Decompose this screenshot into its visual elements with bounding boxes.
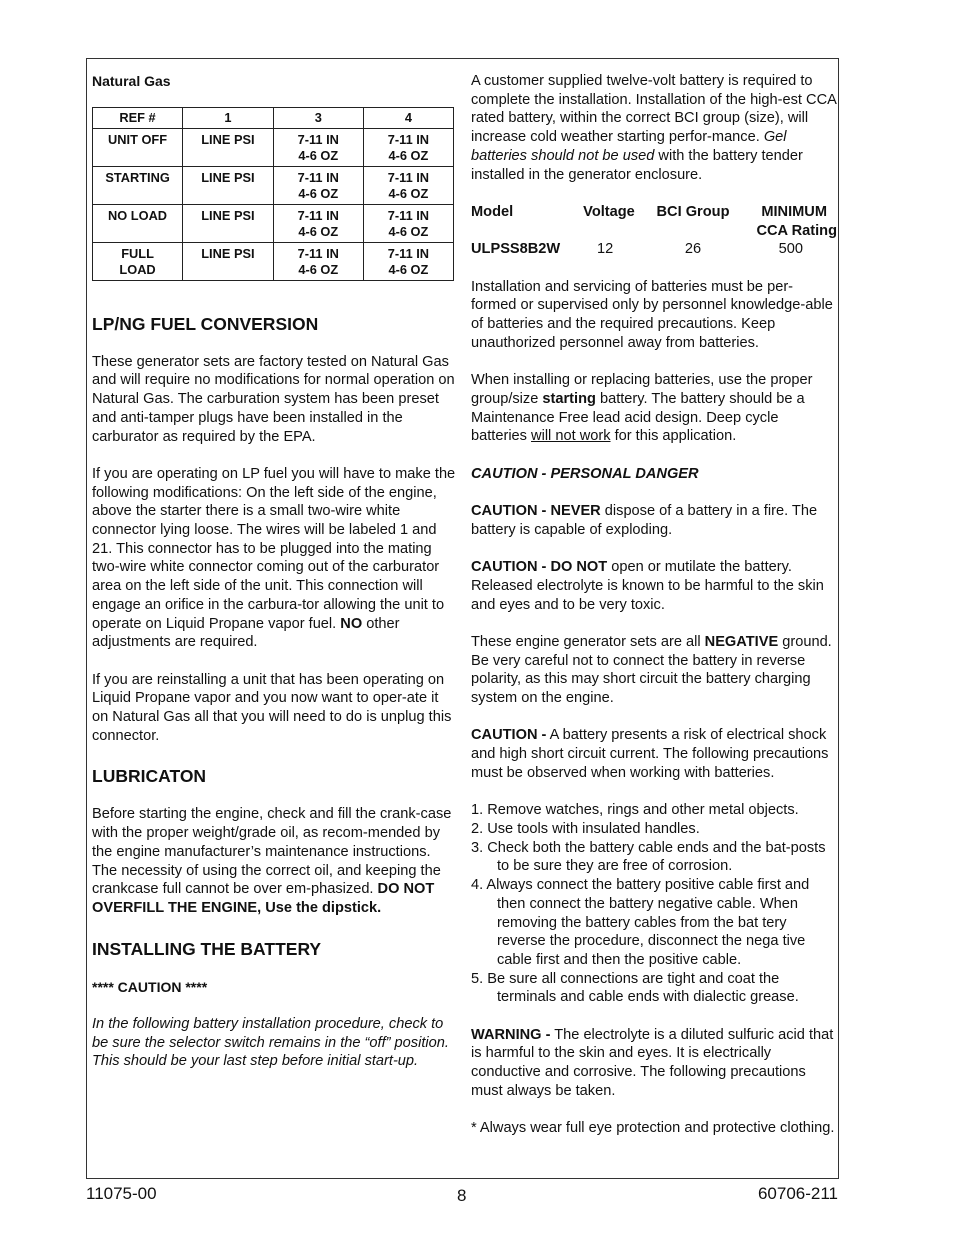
cell: LINE PSI — [183, 166, 274, 204]
table-row — [93, 204, 454, 242]
list-item: 3. Check both the battery cable ends and the bat-posts to be sure they are free of corrosion. — [471, 839, 826, 875]
row-label: UNIT OFF — [93, 128, 183, 166]
right-column — [471, 72, 837, 1157]
header-4: 4 — [363, 107, 453, 128]
list-item: 1. Remove watches, rings and other metal objects. — [471, 802, 799, 819]
paragraph: WARNING - The electrolyte is a diluted sulfuric acid that is harmful to the skin and eyes. It is electrically conductive and corrosive. The following precautions must always be taken. — [471, 1026, 834, 1099]
row-label: NO LOAD — [93, 204, 183, 242]
paragraph: When installing or replacing batteries, use the proper group/size starting battery. The battery should be a Maintenance Free lead acid design. Deep cycle batteries will not work for this application. — [471, 372, 813, 445]
header-1: 1 — [183, 107, 274, 128]
paragraph: CAUTION - DO NOT open or mutilate the battery. Released electrolyte is known to be harmful to the skin and eyes and to be very toxic. — [471, 559, 824, 613]
caution-personal-danger: CAUTION - PERSONAL DANGER — [471, 465, 699, 482]
caution-banner: **** CAUTION **** — [92, 978, 208, 995]
paragraph: If you are operating on LP fuel you will have to make the following modifications: On the left side of the engine, above the starter there is a small two-wire white connector lying loose. The wires will be labeled 1 and 21. This connector has to be plugged into the mating two-wire white connector coming out of the carburator area on the left side of the unit. This connection will engage an orifice in the carbura-tor allowing the unit to operate on Liquid Propane vapor fuel. NO other adjustments are required. — [92, 465, 456, 651]
cell: 7-11 IN 4-6 OZ — [363, 242, 453, 280]
table-row — [93, 166, 454, 204]
list-item: 2. Use tools with insulated handles. — [471, 820, 700, 837]
cell-voltage: 12 — [597, 241, 614, 258]
footer-part-number: 60706-211 — [757, 1184, 838, 1203]
cell: 7-11 IN 4-6 OZ — [363, 204, 453, 242]
header-model: Model — [471, 203, 514, 220]
cell-cca: 500 — [778, 241, 803, 258]
list-item: 5. Be sure all connections are tight and coat the terminals and cable ends with dialectic grease. — [471, 970, 799, 1006]
header-ref: REF # — [93, 107, 183, 128]
cell-bci: 26 — [684, 241, 702, 258]
cell-model: ULPSS8B2W — [471, 241, 561, 258]
cell: 7-11 IN 4-6 OZ — [273, 204, 363, 242]
paragraph: Installation and servicing of batteries must be per-formed or supervised only by personnel knowledge-able of batteries and the required precautions. Keep unauthorized personnel away from batteries. — [471, 278, 833, 351]
natural-gas-table — [92, 107, 454, 281]
battery-spec-table — [471, 203, 837, 259]
paragraph: CAUTION - NEVER dispose of a battery in a fire. The battery is capable of exploding. — [471, 503, 818, 538]
paragraph: If you are reinstalling a unit that has been operating on Liquid Propane vapor and you now want to oper-ate it on Natural Gas all that you will need to do is unplug this connector. — [92, 671, 452, 744]
cell: LINE PSI — [183, 128, 274, 166]
bullet-item: * Always wear full eye protection and protective clothing. — [471, 1120, 835, 1137]
header-voltage: Voltage — [583, 203, 635, 220]
table-title: Natural Gas — [92, 73, 171, 89]
paragraph: These generator sets are factory tested on Natural Gas and will require no modifications for normal operation on Natural Gas. The carburation system has been preset and anti-tamper plugs have been installed in the carburator as required by the EPA. — [92, 353, 455, 445]
header-3: 3 — [273, 107, 363, 128]
caution-paragraph: In the following battery installation procedure, check to be sure the selector switch remains in the “off” position. This should be your last step before initial start-up. — [92, 1016, 449, 1070]
cell: 7-11 IN 4-6 OZ — [363, 128, 453, 166]
list-item: 4. Always connect the battery positive cable first and then connect the battery negative cable. When removing the battery cables from the bat tery reverse the procedure, disconnect the nega tive cable first and then the positive cable. — [471, 877, 810, 968]
row-label: FULL LOAD — [93, 242, 183, 280]
header-cca: MINIMUM CCA Rating — [756, 203, 837, 239]
cell: LINE PSI — [183, 242, 274, 280]
footer-doc-number: 11075-00 — [86, 1184, 157, 1203]
paragraph: A customer supplied twelve-volt battery is required to complete the installation. Installation of the high-est CCA rated battery, within the correct BCI group (size), will increase cold weather starting perfor-mance. Gel batteries should not be used with the battery tender installed in the generator enclosure. — [471, 73, 837, 183]
paragraph: CAUTION - A battery presents a risk of electrical shock and high short circuit current. The following precautions must be observed when working with batteries. — [471, 727, 829, 781]
table-header-row — [471, 203, 837, 240]
row-label: STARTING — [93, 166, 183, 204]
heading-fuel-conversion: LP/NG FUEL CONVERSION — [92, 313, 319, 334]
cell: 7-11 IN 4-6 OZ — [273, 242, 363, 280]
header-bci: BCI Group — [656, 203, 730, 220]
cell: 7-11 IN 4-6 OZ — [363, 166, 453, 204]
table-row — [471, 240, 837, 259]
table-row — [93, 242, 454, 280]
paragraph: These engine generator sets are all NEGATIVE ground. Be very careful not to connect the battery in reverse polarity, as this may short circuit the battery charging system on the engine. — [471, 633, 832, 707]
left-column — [92, 72, 456, 1090]
paragraph: Before starting the engine, check and fill the crank-case with the proper weight/grade oil, as recom-mended by the engine manufacturer’s maintenance instructions. The necessity of using the correct oil, and keeping the crankcase full cannot be over em-phasized. DO NOT OVERFILL THE ENGINE, Use the dipstick. — [92, 806, 452, 916]
cell: LINE PSI — [183, 204, 274, 242]
cell: 7-11 IN 4-6 OZ — [273, 166, 363, 204]
precaution-list — [471, 801, 837, 1007]
table-row — [93, 128, 454, 166]
heading-installing-battery: INSTALLING THE BATTERY — [92, 938, 322, 959]
cell: 7-11 IN 4-6 OZ — [273, 128, 363, 166]
footer-page-number: 8 — [457, 1186, 467, 1205]
table-header-row — [93, 107, 454, 128]
heading-lubrication: LUBRICATON — [92, 766, 207, 787]
